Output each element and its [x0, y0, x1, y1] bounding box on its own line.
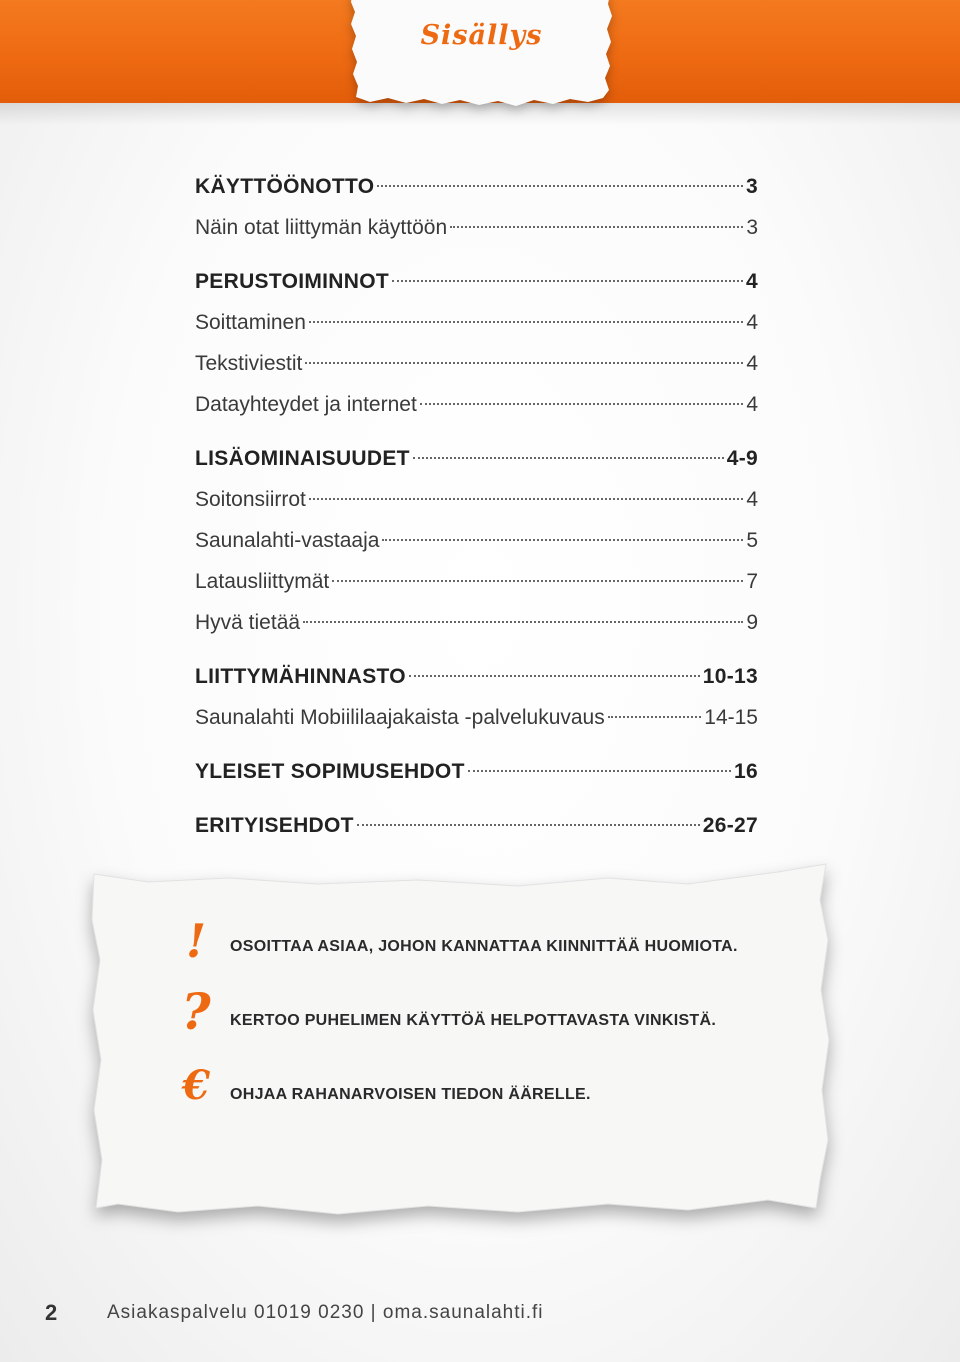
toc-label: Saunalahti Mobiililaajakaista -palvelukuvaus: [195, 706, 605, 729]
toc-leader-dots: [332, 580, 743, 582]
toc-page-number: 4: [746, 270, 758, 293]
toc-gap: [195, 738, 758, 751]
toc-label: ERITYISEHDOT: [195, 814, 354, 837]
page-number: 2: [45, 1300, 58, 1325]
toc-page-number: 16: [734, 760, 758, 783]
toc-page-number: 5: [746, 529, 758, 552]
toc-leader-dots: [309, 321, 743, 323]
toc-subsection[interactable]: [195, 302, 758, 343]
toc-label: LIITTYMÄHINNASTO: [195, 665, 406, 688]
toc-page-number: 4: [746, 311, 758, 334]
toc-leader-dots: [392, 280, 743, 282]
toc-leader-dots: [450, 226, 743, 228]
toc-section[interactable]: [195, 166, 758, 207]
table-of-contents: [195, 166, 758, 846]
toc-leader-dots: [413, 457, 724, 459]
page-title: Sisällys: [420, 20, 543, 51]
toc-leader-dots: [303, 621, 743, 623]
toc-subsection[interactable]: [195, 384, 758, 425]
toc-page-number: 9: [746, 611, 758, 634]
toc-label: Soittaminen: [195, 311, 306, 334]
toc-leader-dots: [382, 539, 743, 541]
euro-icon: €: [182, 1062, 210, 1109]
legend-text: OSOITTAA ASIAA, JOHON KANNATTAA KIINNITTÄÄ HUOMIOTA.: [230, 938, 738, 955]
exclamation-icon: !: [185, 914, 207, 968]
toc-leader-dots: [357, 824, 700, 826]
toc-subsection[interactable]: [195, 343, 758, 384]
legend-text: KERTOO PUHELIMEN KÄYTTÖÄ HELPOTTAVASTA VINKISTÄ.: [230, 1012, 717, 1029]
toc-section[interactable]: [195, 261, 758, 302]
toc-page-number: 4: [746, 488, 758, 511]
toc-subsection[interactable]: [195, 561, 758, 602]
toc-section[interactable]: [195, 438, 758, 479]
toc-page-number: 10-13: [702, 665, 758, 688]
toc-leader-dots: [309, 498, 743, 500]
toc-gap: [195, 792, 758, 805]
footer: [45, 1300, 925, 1330]
toc-subsection[interactable]: [195, 697, 758, 738]
toc-label: Soitonsiirrot: [195, 488, 306, 511]
toc-label: Datayhteydet ja internet: [195, 393, 417, 416]
legend-item: [182, 1062, 888, 1128]
toc-page-number: 4: [746, 393, 758, 416]
toc-label: LISÄOMINAISUUDET: [195, 447, 410, 470]
legend-item: [181, 982, 888, 1054]
toc-section[interactable]: [195, 751, 758, 792]
legend-item: [185, 914, 888, 980]
toc-page-number: 4-9: [726, 447, 758, 470]
toc-label: Latausliittymät: [195, 570, 330, 593]
toc-subsection[interactable]: [195, 602, 758, 643]
toc-leader-dots: [420, 403, 744, 405]
toc-subsection[interactable]: [195, 207, 758, 248]
toc-page-number: 3: [746, 175, 758, 198]
toc-label: YLEISET SOPIMUSEHDOT: [195, 760, 465, 783]
toc-page-number: 7: [746, 570, 758, 593]
toc-subsection[interactable]: [195, 479, 758, 520]
toc-leader-dots: [468, 770, 731, 772]
toc-gap: [195, 248, 758, 261]
toc-label: Tekstiviestit: [195, 352, 303, 375]
toc-leader-dots: [409, 675, 700, 677]
toc-section[interactable]: [195, 656, 758, 697]
toc-page-number: 14-15: [704, 706, 758, 729]
toc-label: Näin otat liittymän käyttöön: [195, 216, 448, 239]
toc-page-number: 26-27: [702, 814, 758, 837]
toc-gap: [195, 643, 758, 656]
toc-leader-dots: [608, 716, 702, 718]
toc-label: Hyvä tietää: [195, 611, 301, 634]
footer-contact: Asiakaspalvelu 01019 0230 | oma.saunalahti.fi: [107, 1302, 544, 1323]
toc-section[interactable]: [195, 805, 758, 846]
toc-page-number: 4: [746, 352, 758, 375]
toc-leader-dots: [305, 362, 743, 364]
toc-label: PERUSTOIMINNOT: [195, 270, 389, 293]
toc-label: KÄYTTÖÖNOTTO: [195, 175, 375, 198]
toc-gap: [195, 425, 758, 438]
question-icon: ?: [181, 982, 211, 1041]
toc-page-number: 3: [746, 216, 758, 239]
legend-text: OHJAA RAHANARVOISEN TIEDON ÄÄRELLE.: [230, 1086, 591, 1103]
title-paper: [348, 0, 615, 110]
toc-leader-dots: [377, 185, 743, 187]
legend-paper: [88, 860, 833, 1222]
toc-subsection[interactable]: [195, 520, 758, 561]
toc-label: Saunalahti-vastaaja: [195, 529, 380, 552]
